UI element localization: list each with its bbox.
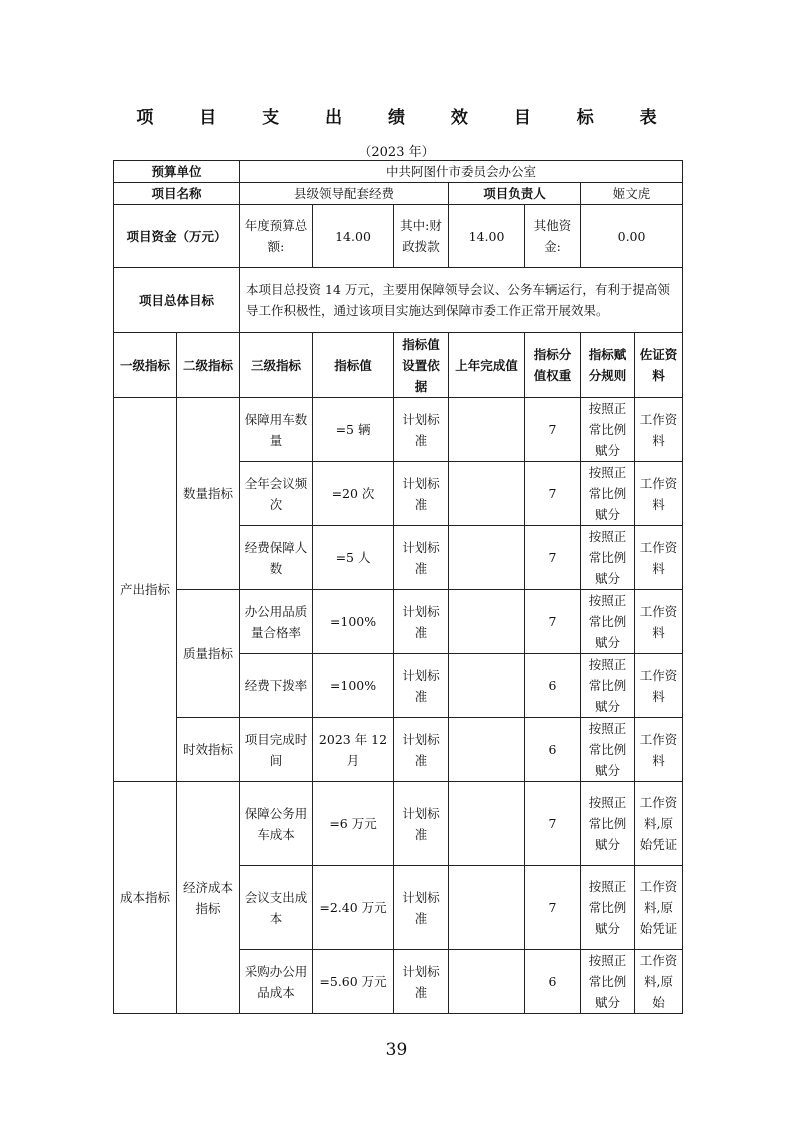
col-header-rule: 指标赋分规则 xyxy=(581,333,635,398)
fiscal-label: 其中:财政拨款 xyxy=(394,205,449,268)
evidence-cell: 工作资料,原始凭证 xyxy=(635,866,683,950)
level3-cell: 会议支出成本 xyxy=(240,866,313,950)
rule-cell: 按照正常比例赋分 xyxy=(581,590,635,654)
performance-target-table xyxy=(113,160,683,1014)
evidence-cell: 工作资料 xyxy=(635,462,683,526)
value-cell: =100% xyxy=(313,654,394,718)
level1-output: 产出指标 xyxy=(114,398,177,782)
prev-cell xyxy=(449,782,525,866)
budget-unit-value: 中共阿图什市委员会办公室 xyxy=(240,161,683,183)
table-row xyxy=(114,398,683,462)
weight-cell: 7 xyxy=(525,462,581,526)
rule-cell: 按照正常比例赋分 xyxy=(581,782,635,866)
basis-cell: 计划标准 xyxy=(394,654,449,718)
level3-cell: 经费下拨率 xyxy=(240,654,313,718)
prev-cell xyxy=(449,950,525,1014)
col-header-level1: 一级指标 xyxy=(114,333,177,398)
col-header-basis: 指标值设置依据 xyxy=(394,333,449,398)
level3-cell: 保障公务用车成本 xyxy=(240,782,313,866)
page-title: 项 目 支 出 绩 效 目 标 表 xyxy=(136,108,677,128)
col-header-weight: 指标分值权重 xyxy=(525,333,581,398)
level2-quality: 质量指标 xyxy=(177,590,240,718)
evidence-cell: 工作资料 xyxy=(635,654,683,718)
value-cell: =2.40 万元 xyxy=(313,866,394,950)
prev-cell xyxy=(449,866,525,950)
other-funds-value: 0.00 xyxy=(581,205,683,268)
weight-cell: 6 xyxy=(525,718,581,782)
weight-cell: 7 xyxy=(525,398,581,462)
basis-cell: 计划标准 xyxy=(394,782,449,866)
basis-cell: 计划标准 xyxy=(394,718,449,782)
basis-cell: 计划标准 xyxy=(394,950,449,1014)
overall-goal-label: 项目总体目标 xyxy=(114,268,240,333)
annual-total-value: 14.00 xyxy=(313,205,394,268)
level3-cell: 项目完成时间 xyxy=(240,718,313,782)
col-header-level2: 二级指标 xyxy=(177,333,240,398)
fiscal-value: 14.00 xyxy=(449,205,525,268)
basis-cell: 计划标准 xyxy=(394,462,449,526)
basis-cell: 计划标准 xyxy=(394,866,449,950)
prev-cell xyxy=(449,654,525,718)
value-cell: =5.60 万元 xyxy=(313,950,394,1014)
page-number: 39 xyxy=(385,1040,408,1060)
weight-cell: 7 xyxy=(525,526,581,590)
evidence-cell: 工作资料 xyxy=(635,590,683,654)
value-cell: =100% xyxy=(313,590,394,654)
evidence-cell: 工作资料,原始凭证 xyxy=(635,782,683,866)
prev-cell xyxy=(449,462,525,526)
value-cell: =5 辆 xyxy=(313,398,394,462)
evidence-cell: 工作资料,原始 xyxy=(635,950,683,1014)
evidence-cell: 工作资料 xyxy=(635,718,683,782)
rule-cell: 按照正常比例赋分 xyxy=(581,462,635,526)
basis-cell: 计划标准 xyxy=(394,590,449,654)
level2-quantity: 数量指标 xyxy=(177,398,240,590)
weight-cell: 7 xyxy=(525,590,581,654)
project-name-label: 项目名称 xyxy=(114,183,240,205)
level3-cell: 全年会议频次 xyxy=(240,462,313,526)
col-header-level3: 三级指标 xyxy=(240,333,313,398)
value-cell: =6 万元 xyxy=(313,782,394,866)
value-cell: =5 人 xyxy=(313,526,394,590)
budget-unit-label: 预算单位 xyxy=(114,161,240,183)
level3-cell: 办公用品质量合格率 xyxy=(240,590,313,654)
level2-timeliness: 时效指标 xyxy=(177,718,240,782)
basis-cell: 计划标准 xyxy=(394,398,449,462)
basis-cell: 计划标准 xyxy=(394,526,449,590)
rule-cell: 按照正常比例赋分 xyxy=(581,526,635,590)
annual-total-label: 年度预算总额: xyxy=(240,205,313,268)
rule-cell: 按照正常比例赋分 xyxy=(581,398,635,462)
table-row xyxy=(114,590,683,654)
rule-cell: 按照正常比例赋分 xyxy=(581,950,635,1014)
col-header-value: 指标值 xyxy=(313,333,394,398)
level1-cost: 成本指标 xyxy=(114,782,177,1014)
level3-cell: 保障用车数量 xyxy=(240,398,313,462)
rule-cell: 按照正常比例赋分 xyxy=(581,718,635,782)
level2-economic-cost: 经济成本指标 xyxy=(177,782,240,1014)
level3-cell: 采购办公用品成本 xyxy=(240,950,313,1014)
evidence-cell: 工作资料 xyxy=(635,398,683,462)
table-row xyxy=(114,718,683,782)
prev-cell xyxy=(449,590,525,654)
value-cell: 2023 年 12 月 xyxy=(313,718,394,782)
value-cell: =20 次 xyxy=(313,462,394,526)
rule-cell: 按照正常比例赋分 xyxy=(581,866,635,950)
rule-cell: 按照正常比例赋分 xyxy=(581,654,635,718)
weight-cell: 7 xyxy=(525,782,581,866)
col-header-prev: 上年完成值 xyxy=(449,333,525,398)
table-row xyxy=(114,782,683,866)
other-funds-label: 其他资金: xyxy=(525,205,581,268)
weight-cell: 6 xyxy=(525,654,581,718)
col-header-evidence: 佐证资料 xyxy=(635,333,683,398)
weight-cell: 6 xyxy=(525,950,581,1014)
evidence-cell: 工作资料 xyxy=(635,526,683,590)
project-name-value: 县级领导配套经费 xyxy=(240,183,449,205)
prev-cell xyxy=(449,526,525,590)
year-label: （2023 年） xyxy=(358,145,435,160)
fund-label: 项目资金（万元） xyxy=(114,205,240,268)
weight-cell: 7 xyxy=(525,866,581,950)
project-leader-value: 姬文虎 xyxy=(581,183,683,205)
prev-cell xyxy=(449,398,525,462)
project-leader-label: 项目负责人 xyxy=(449,183,581,205)
level3-cell: 经费保障人数 xyxy=(240,526,313,590)
overall-goal-text: 本项目总投资 14 万元，主要用保障领导会议、公务车辆运行，有利于提高领导工作积极性，通过该项目实施达到保障市委工作正常开展效果。 xyxy=(240,268,683,333)
prev-cell xyxy=(449,718,525,782)
